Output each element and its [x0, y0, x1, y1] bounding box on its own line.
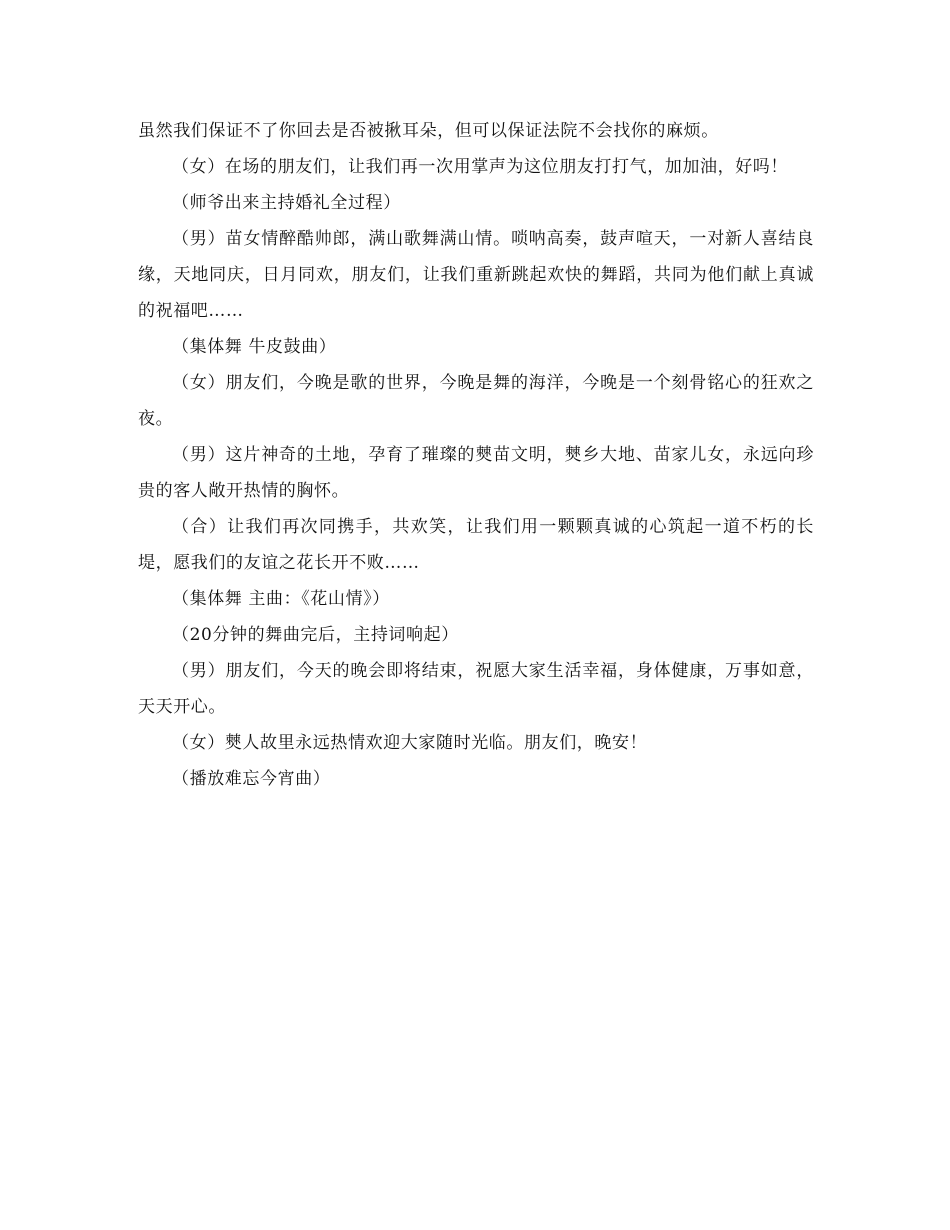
paragraph-female-host-night: （女）朋友们，今晚是歌的世界，今晚是舞的海洋，今晚是一个刻骨铭心的狂欢之夜。: [138, 373, 814, 429]
paragraph-continuation: 虽然我们保证不了你回去是否被揪耳朵，但可以保证法院不会找你的麻烦。: [138, 121, 719, 141]
paragraph-female-host-applause: （女）在场的朋友们，让我们再一次用掌声为这位朋友打打气，加加油，好吗！: [172, 157, 788, 177]
stage-direction-final-song: （播放难忘今宵曲）: [172, 769, 331, 789]
document-body: [138, 113, 814, 797]
paragraph-together: （合）让我们再次同携手，共欢笑，让我们用一颗颗真诚的心筑起一道不朽的长堤，愿我们的友谊之花长开不败……: [138, 517, 814, 573]
paragraph-male-host-closing: （男）朋友们，今天的晚会即将结束，祝愿大家生活幸福，身体健康，万事如意，天天开心。: [138, 661, 814, 717]
stage-direction-group-dance-main: （集体舞 主曲：《花山情》）: [172, 589, 390, 609]
paragraph-male-host-blessing: （男）苗女情醉酷帅郎，满山歌舞满山情。唢呐高奏，鼓声喧天，一对新人喜结良缘，天地同庆，日月同欢，朋友们，让我们重新跳起欢快的舞蹈，共同为他们献上真诚的祝福吧……: [138, 229, 814, 321]
stage-direction-group-dance-drum: （集体舞 牛皮鼓曲）: [172, 337, 337, 357]
stage-direction-wedding: （师爷出来主持婚礼全过程）: [172, 193, 401, 213]
paragraph-male-host-land: （男）这片神奇的土地，孕育了璀璨的僰苗文明，僰乡大地、苗家儿女，永远向珍贵的客人敞开热情的胸怀。: [138, 445, 814, 501]
stage-direction-after-dance: （20分钟的舞曲完后，主持词响起）: [172, 625, 459, 645]
paragraph-female-host-goodnight: （女）僰人故里永远热情欢迎大家随时光临。朋友们，晚安！: [172, 733, 648, 753]
